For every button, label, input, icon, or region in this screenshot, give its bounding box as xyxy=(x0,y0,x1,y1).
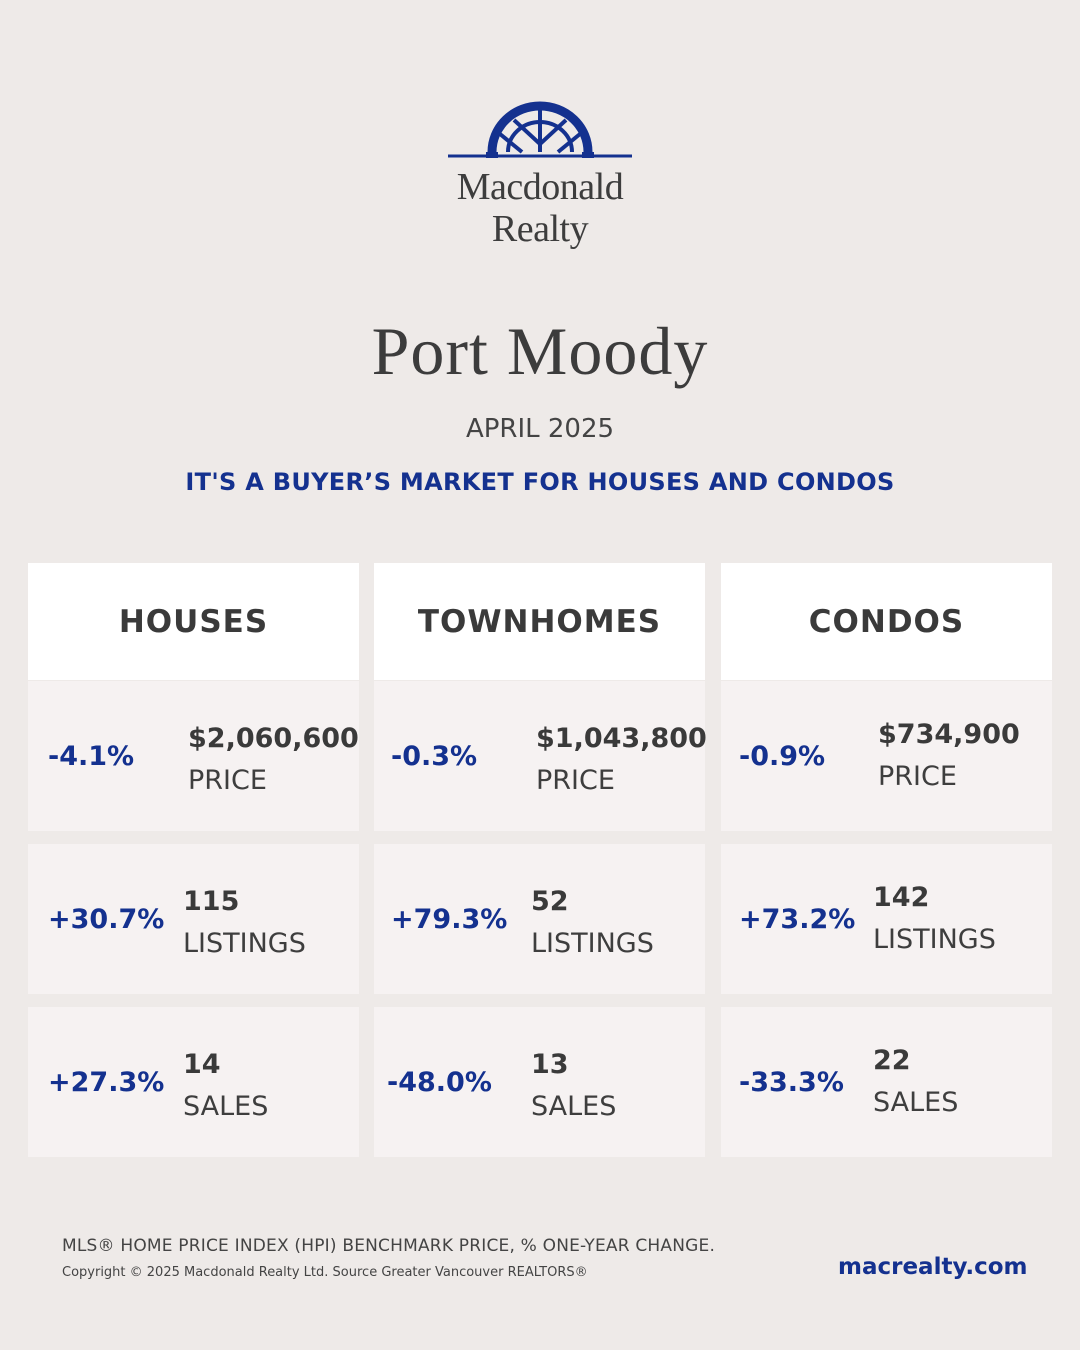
listings-label: LISTINGS xyxy=(873,924,996,955)
sales-label: SALES xyxy=(531,1091,617,1122)
sales-label: SALES xyxy=(873,1087,959,1118)
price-label: PRICE xyxy=(878,761,957,792)
listings-change: +30.7% xyxy=(48,903,165,935)
city-title: Port Moody xyxy=(371,313,709,389)
sales-value: 13 xyxy=(531,1049,569,1080)
sales-change: -48.0% xyxy=(387,1066,492,1098)
listings-value: 115 xyxy=(183,886,240,917)
sales-value: 14 xyxy=(183,1049,221,1080)
sales-value: 22 xyxy=(873,1045,911,1076)
listings-cell xyxy=(721,844,1052,994)
townhomes-column xyxy=(374,563,707,1122)
report-month: APRIL 2025 xyxy=(465,414,615,444)
footnote: MLS® HOME PRICE INDEX (HPI) BENCHMARK PRICE, % ONE-YEAR CHANGE. xyxy=(62,1236,716,1256)
price-value: $734,900 xyxy=(878,719,1020,750)
price-change: -4.1% xyxy=(48,740,135,772)
price-label: PRICE xyxy=(188,765,267,796)
sales-cell xyxy=(374,1007,705,1157)
price-value: $2,060,600 xyxy=(188,723,359,754)
houses-column xyxy=(28,563,359,1122)
sales-change: -33.3% xyxy=(739,1066,844,1098)
column-heading: CONDOS xyxy=(721,563,1052,680)
price-value: $1,043,800 xyxy=(536,723,707,754)
price-label: PRICE xyxy=(536,765,615,796)
price-cell xyxy=(374,681,705,831)
listings-value: 52 xyxy=(531,886,569,917)
market-headline: IT'S A BUYER’S MARKET FOR HOUSES AND CONDOS xyxy=(185,468,895,496)
arch-logo-icon xyxy=(448,100,632,166)
price-cell xyxy=(721,681,1052,831)
sales-change: +27.3% xyxy=(48,1066,165,1098)
brand-name-line1: Macdonald xyxy=(456,166,624,208)
listings-change: +73.2% xyxy=(739,903,856,935)
listings-change: +79.3% xyxy=(391,903,508,935)
website-link[interactable]: macrealty.com xyxy=(838,1254,1028,1280)
condos-column xyxy=(721,563,1052,1118)
price-change: -0.9% xyxy=(739,740,826,772)
sales-cell xyxy=(721,1007,1052,1157)
listings-label: LISTINGS xyxy=(531,928,654,959)
sales-label: SALES xyxy=(183,1091,269,1122)
copyright: Copyright © 2025 Macdonald Realty Ltd. Source Greater Vancouver REALTORS® xyxy=(62,1265,588,1280)
listings-cell xyxy=(28,844,359,994)
listings-label: LISTINGS xyxy=(183,928,306,959)
listings-value: 142 xyxy=(873,882,930,913)
brand-name-line2: Realty xyxy=(491,208,589,250)
price-change: -0.3% xyxy=(391,740,478,772)
price-cell xyxy=(28,681,359,831)
brand-logo xyxy=(0,100,1080,250)
column-heading: HOUSES xyxy=(28,563,359,680)
sales-cell xyxy=(28,1007,359,1157)
column-heading: TOWNHOMES xyxy=(374,563,705,680)
listings-cell xyxy=(374,844,705,994)
